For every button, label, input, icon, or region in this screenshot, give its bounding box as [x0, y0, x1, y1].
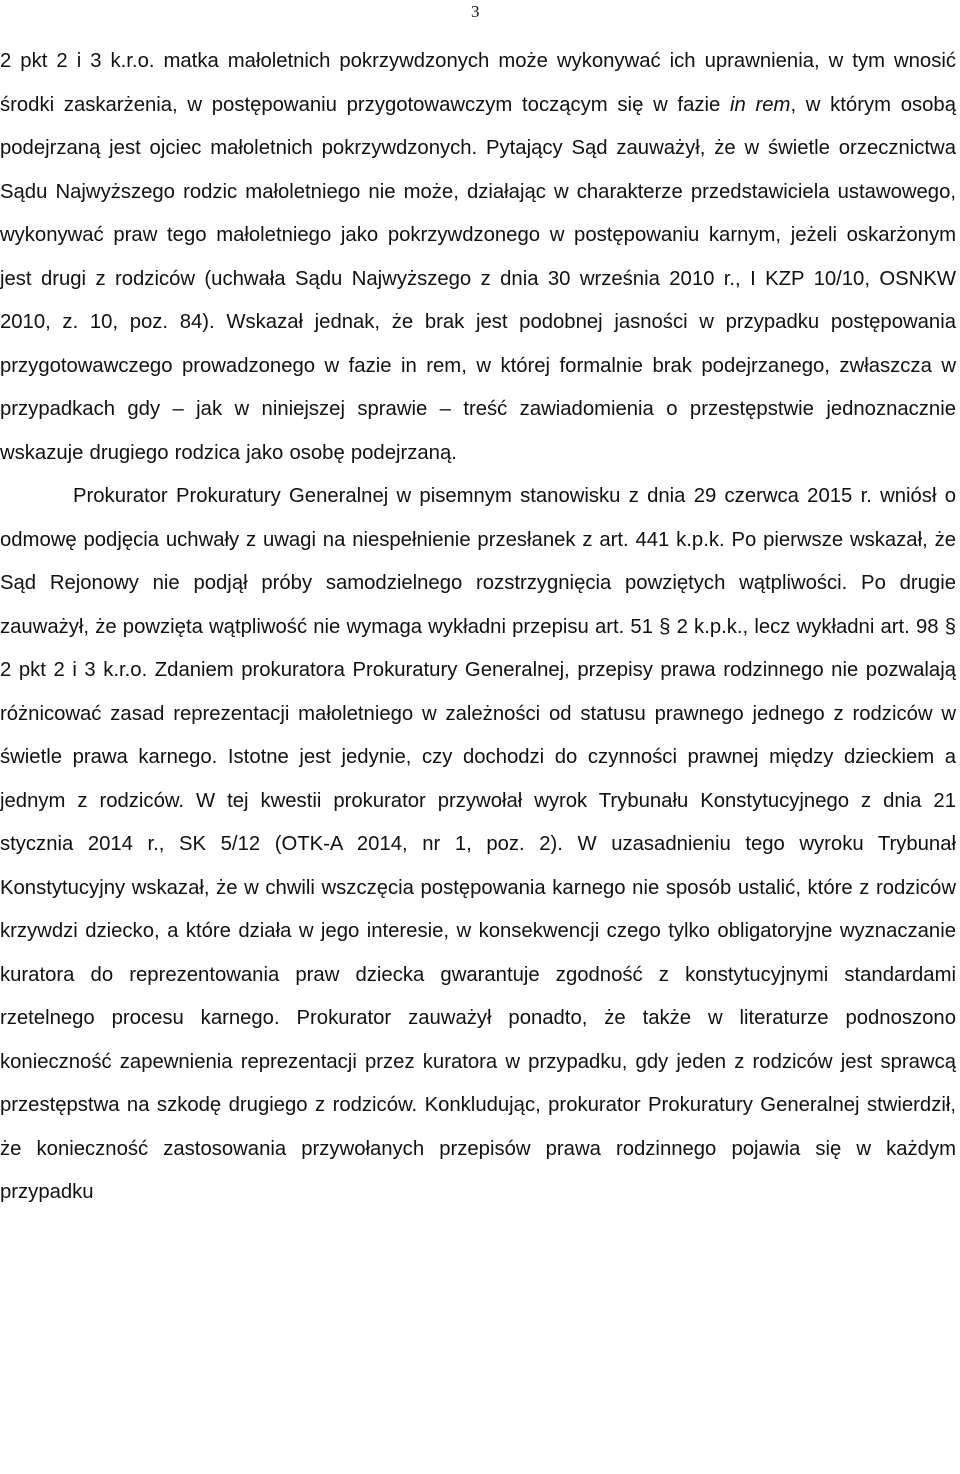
- paragraph-2-text: Prokurator Prokuratury Generalnej w pisemnym stanowisku z dnia 29 czerwca 2015 r. wniósł o odmowę podjęcia uchwały z uwagi na niespełnienie przesłanek z art. 441 k.p.k. Po pierwsze wskazał, że Sąd Rejonowy nie podjął próby samodzielnego rozstrzygnięcia powziętych wątpliwości. Po drugie zauważył, że powzięta wątpliwość nie wymaga wykładni przepisu art. 51 § 2 k.p.k., lecz wykładni art. 98 § 2 pkt 2 i 3 k.r.o. Zdaniem prokuratora Prokuratury Generalnej, przepisy prawa rodzinnego nie pozwalają różnicować zasad reprezentacji małoletniego w zależności od statusu prawnego jednego z rodziców w świetle prawa karnego. Istotne jest jedynie, czy dochodzi do czynności prawnej między dzieckiem a jednym z rodziców. W tej kwestii prokurator przywołał wyrok Trybunału Konstytucyjnego z dnia 21 stycznia 2014 r., SK 5/12 (OTK-A 2014, nr 1, poz. 2). W uzasadnieniu tego wyroku Trybunał Konstytucyjny wskazał, że w chwili wszczęcia postępowania karnego nie sposób ustalić, które z rodziców krzywdzi dziecko, a które działa w jego interesie, w konsekwencji czego tylko obligatoryjne wyznaczanie kuratora do reprezentowania praw dziecka gwarantuje zgodność z konstytucyjnymi standardami rzetelnego procesu karnego. Prokurator zauważył ponadto, że także w literaturze podnoszono konieczność zapewnienia reprezentacji przez kuratora w przypadku, gdy jeden z rodziców jest sprawcą przestępstwa na szkodę drugiego z rodziców. Konkludując, prokurator Prokuratury Generalnej stwierdził, że konieczność zastosowania przywołanych przepisów prawa rodzinnego pojawia się w każdym przypadku: [0, 485, 956, 1203]
- document-body: [0, 40, 956, 1215]
- paragraph-1-italic-term: in rem: [730, 93, 791, 116]
- paragraph-1: [0, 40, 956, 475]
- paragraph-1-text: 2 pkt 2 i 3 k.r.o. matka małoletnich pokrzywdzonych może wykonywać ich uprawnienia, w tym wnosić środki zaskarżenia, w postępowaniu przygotowawczym toczącym się w fazie: [0, 50, 956, 116]
- page-number: 3: [471, 2, 480, 21]
- paragraph-2: [0, 475, 956, 1215]
- paragraph-1-text-continued: , w którym osobą podejrzaną jest ojciec małoletnich pokrzywdzonych. Pytający Sąd zauważył, że w świetle orzecznictwa Sądu Najwyższego rodzic małoletniego nie może, działając w charakterze przedstawiciela ustawowego, wykonywać praw tego małoletniego jako pokrzywdzonego w postępowaniu karnym, jeżeli oskarżonym jest drugi z rodziców (uchwała Sądu Najwyższego z dnia 30 września 2010 r., I KZP 10/10, OSNKW 2010, z. 10, poz. 84). Wskazał jednak, że brak jest podobnej jasności w przypadku postępowania przygotowawczego prowadzonego w fazie in rem, w której formalnie brak podejrzanego, zwłaszcza w przypadkach gdy – jak w niniejszej sprawie – treść zawiadomienia o przestępstwie jednoznacznie wskazuje drugiego rodzica jako osobę podejrzaną.: [0, 93, 956, 464]
